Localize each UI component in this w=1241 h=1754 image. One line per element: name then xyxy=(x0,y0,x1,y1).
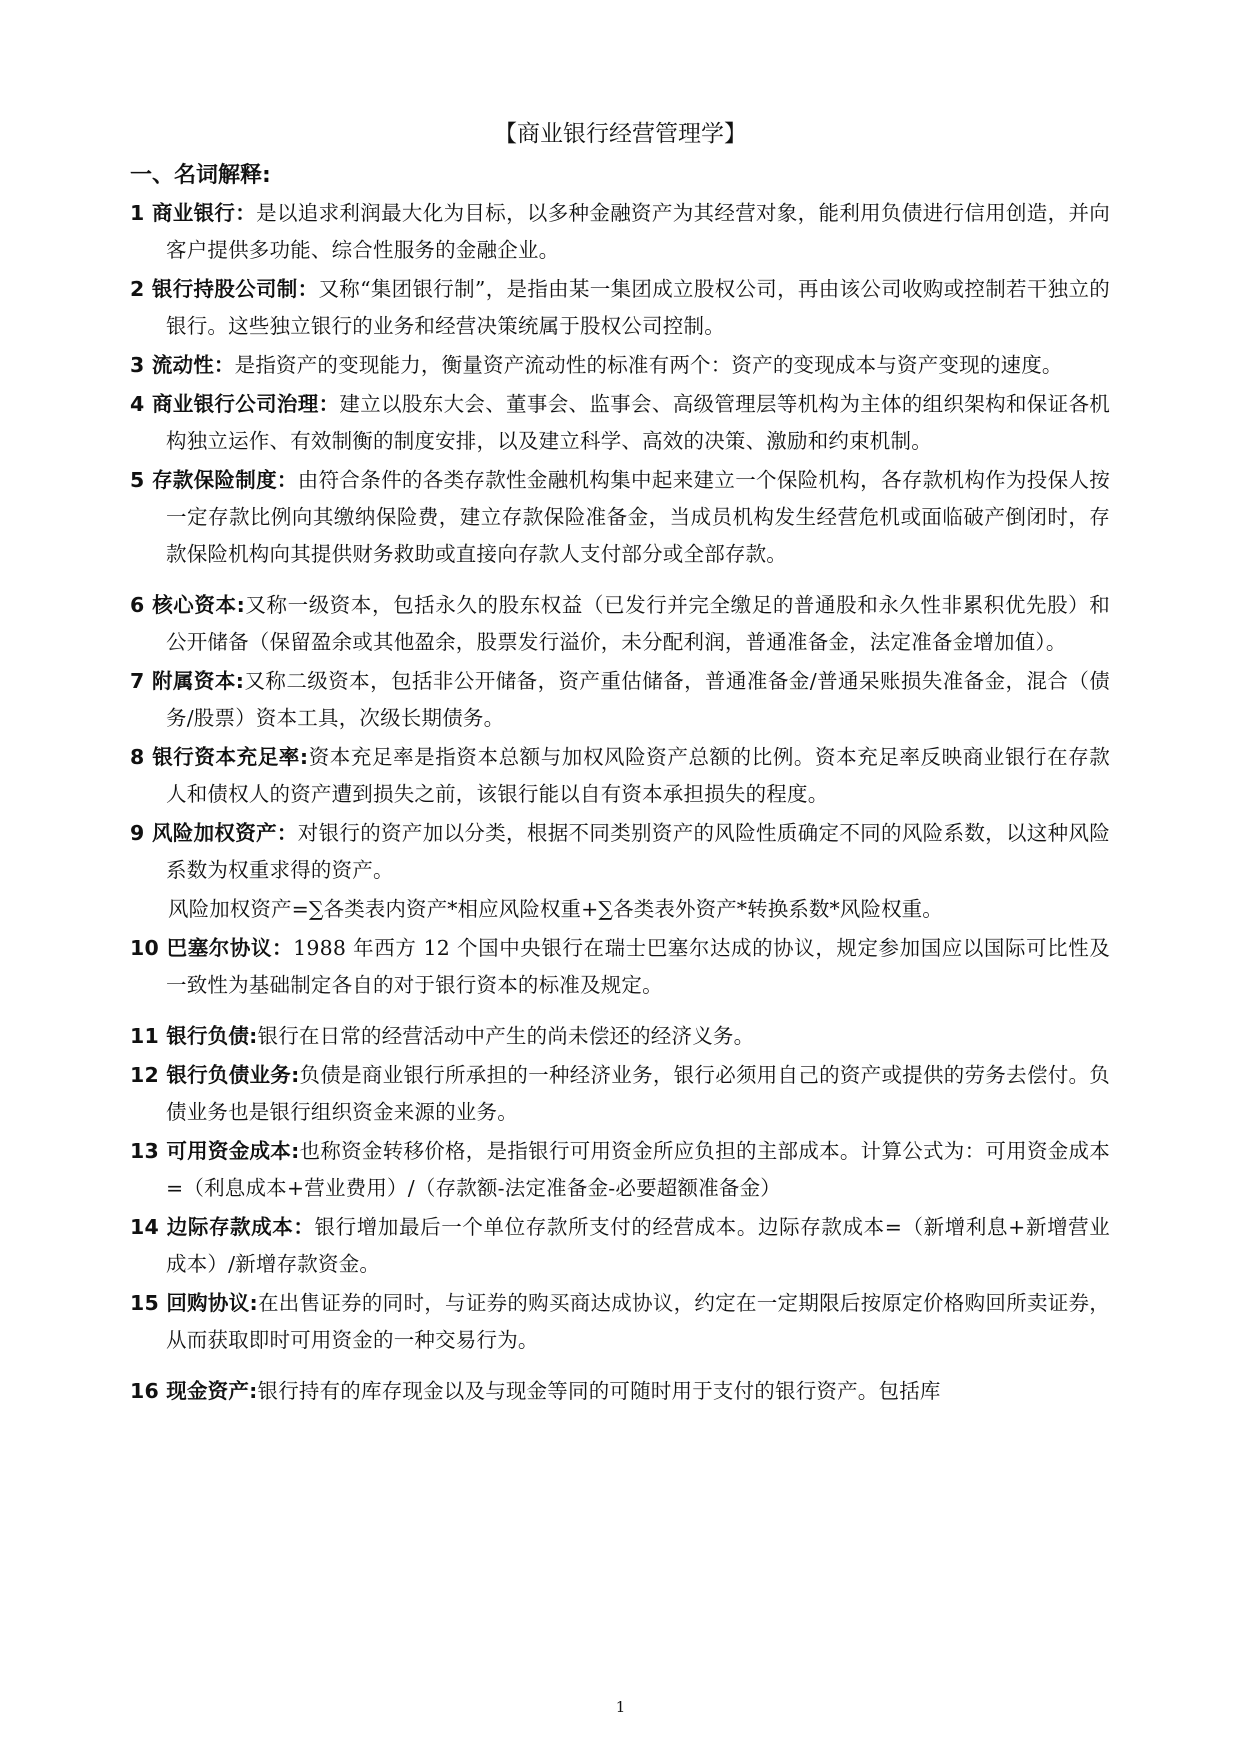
definition-term: 8 银行资本充足率: xyxy=(130,745,309,769)
definition-term: 4 商业银行公司治理： xyxy=(130,392,340,416)
definition-term: 1 商业银行： xyxy=(130,201,257,225)
page-number: 1 xyxy=(615,1698,626,1716)
definition-entry-16 xyxy=(130,1373,1110,1410)
definition-text: 1988 年西方 12 个国中央银行在瑞士巴塞尔达成的协议，规定参加国应以国际可比性及一致性为基础制定各自的对于银行资本的标准及规定。 xyxy=(166,936,1110,997)
definition-entry-9 xyxy=(130,815,1110,889)
definition-entry-5 xyxy=(130,462,1110,573)
definition-text: 由符合条件的各类存款性金融机构集中起来建立一个保险机构，各存款机构作为投保人按一定存款比例向其缴纳保险费，建立存款保险准备金，当成员机构发生经营危机或面临破产倒闭时，存款保险机构向其提供财务救助或直接向存款人支付部分或全部存款。 xyxy=(166,468,1110,566)
definition-entry-1 xyxy=(130,195,1110,269)
definition-term: 5 存款保险制度： xyxy=(130,468,298,492)
definition-term: 6 核心资本: xyxy=(130,593,245,617)
risk-weighted-assets-formula: 风险加权资产=∑各类表内资产*相应风险权重+∑各类表外资产*转换系数*风险权重。 xyxy=(168,897,943,921)
definition-entry-7 xyxy=(130,663,1110,737)
definition-term: 3 流动性： xyxy=(130,353,235,377)
definition-text: 银行增加最后一个单位存款所支付的经营成本。边际存款成本=（新增利息+新增营业成本）/新增存款资金。 xyxy=(166,1215,1111,1276)
definition-entry-6 xyxy=(130,587,1110,661)
definition-text: 在出售证券的同时，与证券的购买商达成协议，约定在一定期限后按原定价格购回所卖证券，从而获取即时可用资金的一种交易行为。 xyxy=(166,1291,1110,1352)
definition-text: 又称二级资本，包括非公开储备，资产重估储备，普通准备金/普通呆账损失准备金，混合（债务/股票）资本工具，次级长期债务。 xyxy=(166,669,1110,730)
definition-text: 银行持有的库存现金以及与现金等同的可随时用于支付的银行资产。包括库 xyxy=(257,1379,941,1403)
definition-text: 建立以股东大会、董事会、监事会、高级管理层等机构为主体的组织架构和保证各机构独立运作、有效制衡的制度安排，以及建立科学、高效的决策、激励和约束机制。 xyxy=(166,392,1110,453)
definition-text: 也称资金转移价格，是指银行可用资金所应负担的主部成本。计算公式为：可用资金成本=（利息成本+营业费用）/（存款额-法定准备金-必要超额准备金） xyxy=(166,1139,1110,1200)
definition-text: 是指资产的变现能力，衡量资产流动性的标准有两个：资产的变现成本与资产变现的速度。 xyxy=(234,353,1063,377)
definition-list xyxy=(130,195,1110,1412)
definition-term: 11 银行负债: xyxy=(130,1024,258,1048)
definition-entry-4 xyxy=(130,386,1110,460)
document-title: 【商业银行经营管理学】 xyxy=(494,121,747,147)
definition-text: 又称“集团银行制”，是指由某一集团成立股权公司，再由该公司收购或控制若干独立的银行。这些独立银行的业务和经营决策统属于股权公司控制。 xyxy=(166,277,1111,338)
definition-entry-12 xyxy=(130,1057,1110,1131)
definition-term: 13 可用资金成本: xyxy=(130,1139,300,1163)
definition-text: 是以追求利润最大化为目标，以多种金融资产为其经营对象，能利用负债进行信用创造，并向客户提供多功能、综合性服务的金融企业。 xyxy=(166,201,1110,262)
definition-text: 资本充足率是指资本总额与加权风险资产总额的比例。资本充足率反映商业银行在存款人和债权人的资产遭到损失之前，该银行能以自有资本承担损失的程度。 xyxy=(166,745,1110,806)
definition-entry-13 xyxy=(130,1133,1110,1207)
definition-term: 12 银行负债业务: xyxy=(130,1063,300,1087)
definition-entry-3 xyxy=(130,347,1110,384)
definition-entry-2 xyxy=(130,271,1110,345)
definition-term: 14 边际存款成本： xyxy=(130,1215,315,1239)
definition-term: 7 附属资本: xyxy=(130,669,245,693)
definition-text: 又称一级资本，包括永久的股东权益（已发行并完全缴足的普通股和永久性非累积优先股）和公开储备（保留盈余或其他盈余，股票发行溢价，未分配利润，普通准备金，法定准备金增加值）。 xyxy=(166,593,1110,654)
definition-entry-10 xyxy=(130,930,1110,1004)
definition-term: 2 银行持股公司制： xyxy=(130,277,319,301)
definition-text: 负债是商业银行所承担的一种经济业务，银行必须用自己的资产或提供的劳务去偿付。负债业务也是银行组织资金来源的业务。 xyxy=(166,1063,1110,1124)
definition-term: 10 巴塞尔协议： xyxy=(130,936,294,960)
definition-term: 15 回购协议: xyxy=(130,1291,258,1315)
definition-term: 9 风险加权资产： xyxy=(130,821,298,845)
definition-text: 对银行的资产加以分类，根据不同类别资产的风险性质确定不同的风险系数，以这种风险系数为权重求得的资产。 xyxy=(166,821,1110,882)
definition-entry-11 xyxy=(130,1018,1110,1055)
definition-text: 银行在日常的经营活动中产生的尚未偿还的经济义务。 xyxy=(257,1024,755,1048)
section-heading: 一、名词解释: xyxy=(130,163,271,188)
definition-entry-15 xyxy=(130,1285,1110,1359)
definition-entry-14 xyxy=(130,1209,1110,1283)
definition-term: 16 现金资产: xyxy=(130,1379,258,1403)
definition-entry-8 xyxy=(130,739,1110,813)
